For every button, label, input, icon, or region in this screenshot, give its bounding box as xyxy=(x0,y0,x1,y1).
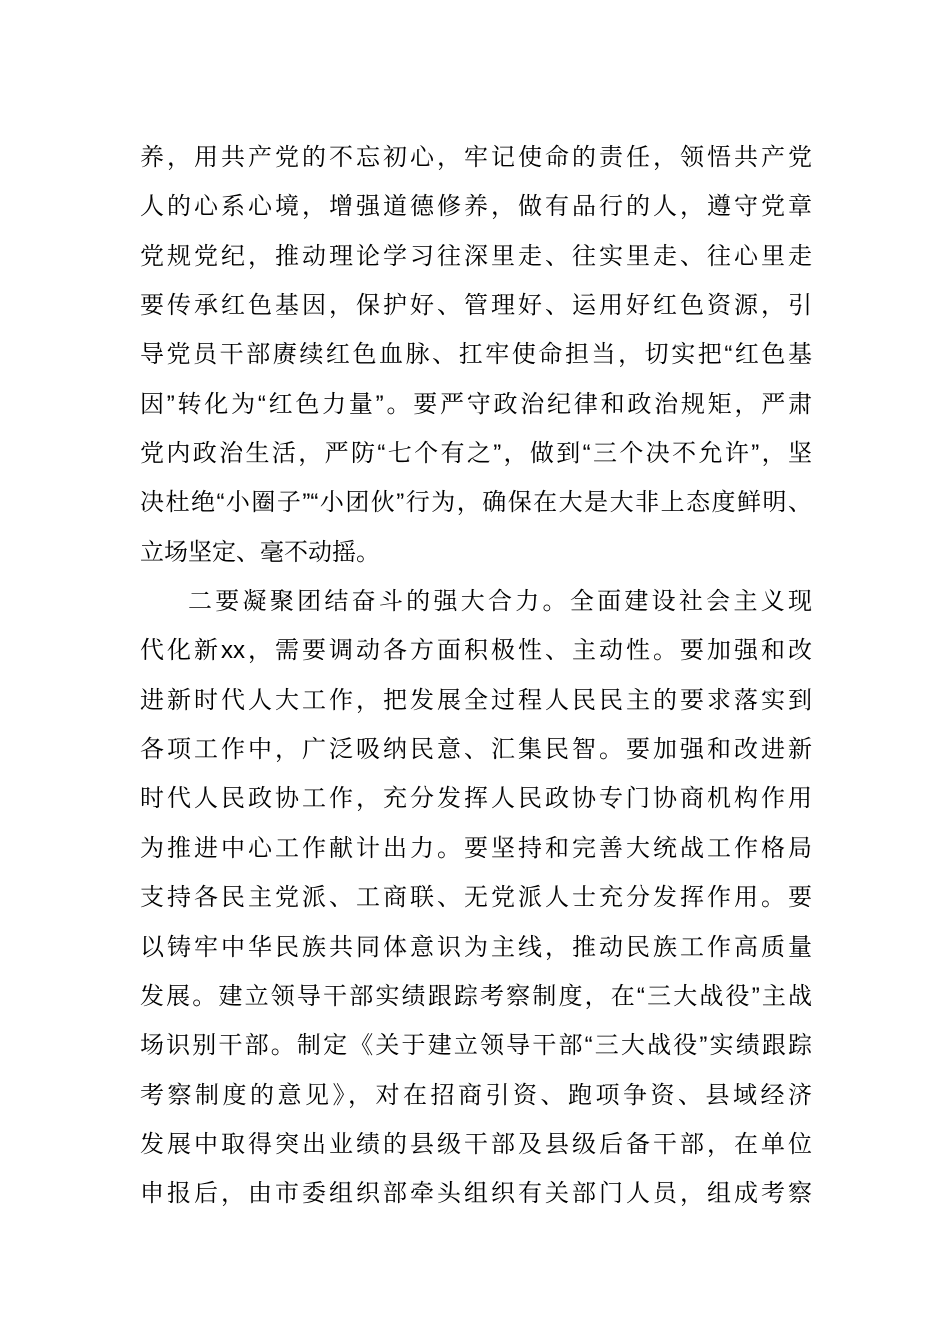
text-line: 党规党纪，推动理论学习往深里走、往实里走、往心里走 xyxy=(140,242,812,270)
paragraph xyxy=(140,133,812,577)
text-line: 进新时代人大工作，把发展全过程人民民主的要求落实到 xyxy=(140,686,812,714)
text-line: 为推进中心工作献计出力。要坚持和完善大统战工作格局 xyxy=(140,834,812,862)
text-line: 二要凝聚团结奋斗的强大合力。全面建设社会主义现 xyxy=(188,588,812,616)
text-line: 申报后，由市委组织部牵头组织有关部门人员，组成考察 xyxy=(140,1180,812,1208)
text-line: 时代人民政协工作，充分发挥人民政协专门协商机构作用 xyxy=(140,785,812,813)
text-line: 人的心系心境，增强道德修养，做有品行的人，遵守党章 xyxy=(140,193,812,221)
text-line: 各项工作中，广泛吸纳民意、汇集民智。要加强和改进新 xyxy=(140,736,812,764)
text-line: 立场坚定、毫不动摇。 xyxy=(140,538,380,566)
text-line: 养，用共产党的不忘初心，牢记使命的责任，领悟共产党 xyxy=(140,144,812,171)
text-line: 支持各民主党派、工商联、无党派人士充分发挥作用。要 xyxy=(140,884,812,912)
text-line: 以铸牢中华民族共同体意识为主线，推动民族工作高质量 xyxy=(140,933,812,961)
text-line: 发展中取得突出业绩的县级干部及县级后备干部，在单位 xyxy=(140,1130,812,1158)
text-line: 党内政治生活，严防“七个有之”，做到“三个决不允许”，坚 xyxy=(140,440,812,468)
text-line: 因”转化为“红色力量”。要严守政治纪律和政治规矩，严肃 xyxy=(140,390,812,418)
text-line: 代化新xx，需要调动各方面积极性、主动性。要加强和改 xyxy=(140,637,812,665)
text-line: 发展。建立领导干部实绩跟踪考察制度，在“三大战役”主战 xyxy=(140,982,812,1010)
text-line: 决杜绝“小圈子”“小团伙”行为，确保在大是大非上态度鲜明、 xyxy=(140,489,812,517)
paragraph xyxy=(140,577,812,1218)
text-line: 场识别干部。制定《关于建立领导干部“三大战役”实绩跟踪 xyxy=(140,1032,812,1060)
document-text-block xyxy=(140,133,812,1219)
text-line: 考察制度的意见》，对在招商引资、跑项争资、县域经济 xyxy=(140,1081,812,1109)
text-line: 要传承红色基因，保护好、管理好、运用好红色资源，引 xyxy=(140,292,812,320)
text-line: 导党员干部赓续红色血脉、扛牢使命担当，切实把“红色基 xyxy=(140,341,812,369)
